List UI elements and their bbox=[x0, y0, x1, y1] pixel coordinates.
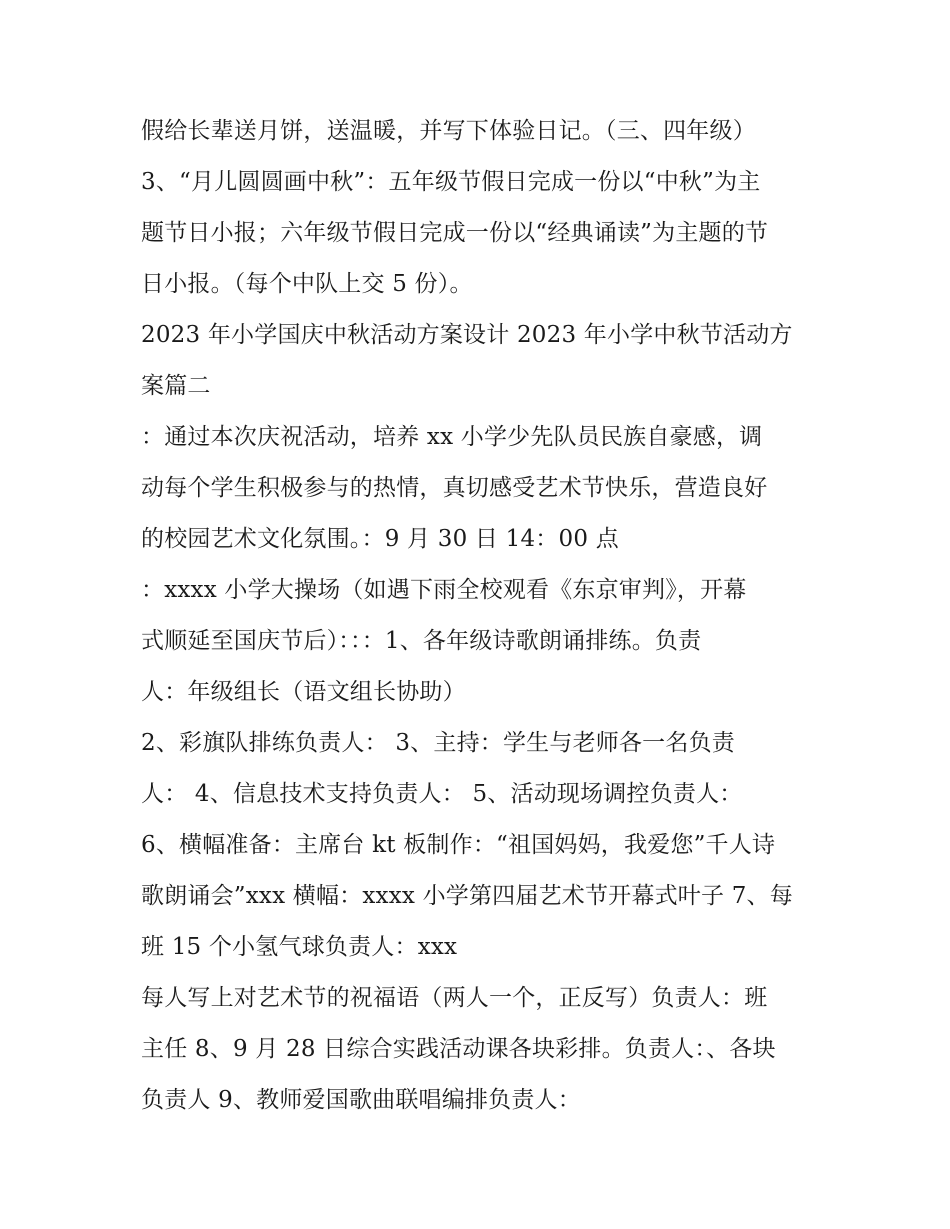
text-line: 2、彩旗队排练负责人： 3、主持：学生与老师各一名负责 bbox=[141, 730, 735, 756]
text-line: 动每个学生积极参与的热情，真切感受艺术节快乐，营造良好 bbox=[141, 475, 768, 501]
text-line: 班 15 个小氢气球负责人：xxx bbox=[141, 934, 458, 960]
text-line: 歌朗诵会”xxx 横幅：xxxx 小学第四届艺术节开幕式叶子 7、每 bbox=[141, 883, 793, 909]
document-body bbox=[141, 106, 821, 1126]
text-line: 每人写上对艺术节的祝福语（两人一个，正反写）负责人：班 bbox=[141, 985, 768, 1011]
text-line: 负责人 9、教师爱国歌曲联唱编排负责人： bbox=[141, 1087, 581, 1113]
text-line: 人： 4、信息技术支持负责人： 5、活动现场调控负责人： bbox=[141, 781, 743, 807]
text-line: 题节日小报；六年级节假日完成一份以“经典诵读”为主题的节 bbox=[141, 220, 769, 246]
text-line: 的校园艺术文化氛围。：9 月 30 日 14：00 点 bbox=[141, 526, 619, 552]
section-heading-line: 案篇二 bbox=[141, 373, 211, 399]
text-line: 日小报。（每个中队上交 5 份）。 bbox=[141, 271, 473, 297]
text-line: 3、“月儿圆圆画中秋”：五年级节假日完成一份以“中秋”为主 bbox=[141, 169, 761, 195]
text-line: 假给长辈送月饼，送温暖，并写下体验日记。（三、四年级） bbox=[141, 118, 756, 144]
text-line: 主任 8、9 月 28 日综合实践活动课各块彩排。负责人：、各块 bbox=[141, 1036, 776, 1062]
text-line: 6、横幅准备：主席台 kt 板制作：“祖国妈妈，我爱您”千人诗 bbox=[141, 832, 776, 858]
text-line: 人：年级组长（语文组长协助） bbox=[141, 679, 466, 705]
text-line: ：通过本次庆祝活动，培养 xx 小学少先队员民族自豪感，调 bbox=[141, 424, 763, 450]
section-heading-line: 2023 年小学国庆中秋活动方案设计 2023 年小学中秋节活动方 bbox=[141, 322, 793, 348]
text-line: 式顺延至国庆节后）：：：1、各年级诗歌朗诵排练。负责 bbox=[141, 628, 702, 654]
text-line: ：xxxx 小学大操场（如遇下雨全校观看《东京审判》，开幕 bbox=[141, 577, 747, 603]
